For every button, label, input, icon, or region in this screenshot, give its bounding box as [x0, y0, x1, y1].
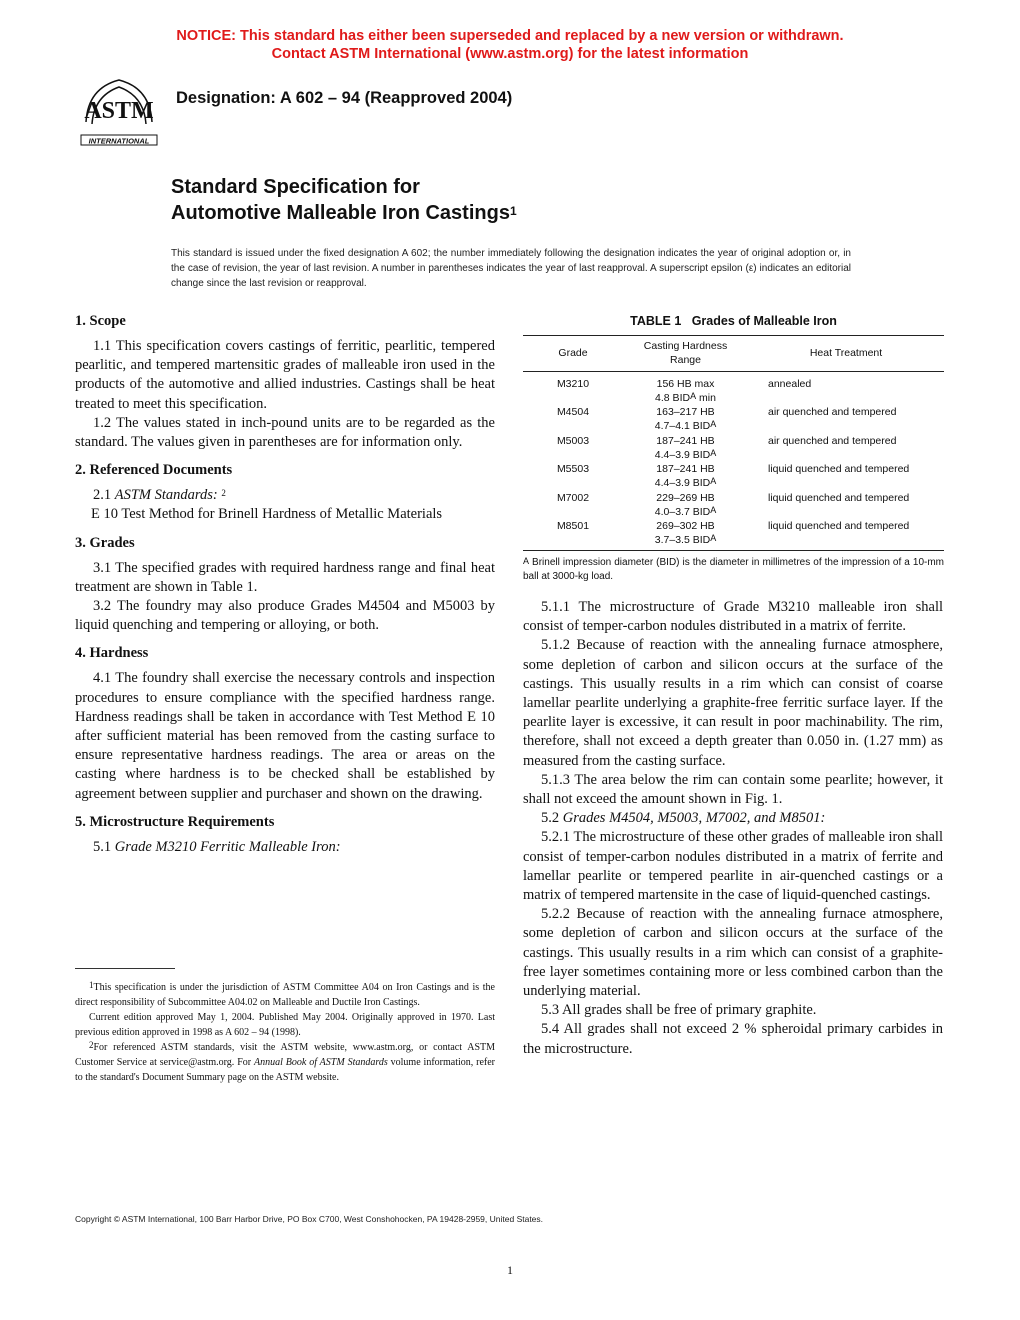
- bid-value: 4.0–3.7 BID: [654, 505, 711, 518]
- footnote-2: [75, 1040, 495, 1085]
- paragraph-title: Grades M4504, M5003, M7002, and M8501:: [562, 810, 826, 827]
- note-mark: A: [710, 419, 717, 429]
- table-caption: TABLE 1 Grades of Malleable Iron: [630, 314, 837, 328]
- cell-hardness: [623, 462, 748, 491]
- notice-line-2: Contact ASTM International (www.astm.org) for the latest information: [271, 46, 749, 62]
- paragraph-number: 5.1: [93, 838, 112, 855]
- paragraph-5-3: 5.3 All grades shall be free of primary graphite.: [541, 1002, 817, 1019]
- section-heading-grades: 3. Grades: [75, 534, 135, 551]
- note-mark: A: [710, 476, 717, 486]
- hardness-bid: [623, 419, 748, 433]
- cell-hardness: [623, 405, 748, 434]
- page-number: 1: [507, 1263, 513, 1277]
- left-column: [75, 312, 495, 857]
- cell-grade: M7002: [556, 491, 590, 504]
- bid-value: 4.7–4.1 BID: [654, 420, 711, 432]
- header-hardness: Casting Hardness Range: [623, 336, 748, 372]
- footnotes: [75, 968, 495, 1085]
- footnote-text: For referenced ASTM standards, visit the ASTM website, www.astm.org, or contact ASTM Customer Service at service@astm.org. For: [75, 1042, 495, 1068]
- table-row: [523, 372, 944, 406]
- paragraph-number: 5.2: [541, 810, 560, 827]
- note-mark: A: [710, 447, 717, 458]
- bid-value: 3.7–3.5 BID: [654, 534, 711, 546]
- paragraph-3-2: 3.2 The foundry may also produce Grades M4504 and M5003 by liquid quenching and tempering or alloying, or both.: [75, 598, 495, 634]
- hardness-hb: 163–217 HB: [656, 406, 715, 418]
- footnote-italic: Annual Book of ASTM Standards: [253, 1057, 388, 1068]
- hardness-bid: [623, 391, 748, 405]
- section-heading-hardness: 4. Hardness: [75, 645, 149, 662]
- note-mark: A: [523, 556, 530, 566]
- cell-hardness: [623, 372, 748, 406]
- hardness-hb: 187–241 HB: [656, 463, 715, 475]
- paragraph-5-2: [523, 809, 943, 828]
- hardness-hb: 156 HB max: [656, 378, 715, 390]
- hardness-bid: [623, 505, 748, 519]
- paragraph-5-1-2: 5.1.2 Because of reaction with the annealing furnace atmosphere, some depletion of carbon and silicon occurs at the surface of the castings. This usually results in a rim which can consist of coarse lamellar pearlite underlying a graphite-free ferritic surface layer. If the pearlite layer is excessive, it can result in poor machinability. The rim, therefore, shall not exceed a depth greater than 0.050 in. (1.27 mm) as measured from the casting surface.: [523, 637, 943, 769]
- section-heading-referenced: 2. Referenced Documents: [75, 462, 233, 479]
- footnote-mark: 2: [89, 1040, 94, 1050]
- designation: Designation: A 602 – 94 (Reapproved 2004): [176, 89, 513, 107]
- paragraph-5-2-2: 5.2.2 Because of reaction with the annealing furnace atmosphere, some depletion of carbon and silicon occurs at the surface of the castings. This usually results in a rim which can consist of a graphite-free layer sometimes containing more or less combined carbon than the underlying material.: [523, 906, 943, 1000]
- cell-heat-treatment: liquid quenched and tempered: [768, 463, 910, 475]
- hardness-hb: 187–241 HB: [656, 434, 715, 447]
- note-mark: A: [710, 504, 717, 515]
- paragraph-number: 2.1: [93, 487, 112, 504]
- paragraph-5-1-3: 5.1.3 The area below the rim can contain some pearlite; however, it shall not exceed the amount shown in Fig. 1.: [523, 771, 943, 808]
- right-column: [523, 598, 943, 1059]
- cell-hardness: [623, 519, 748, 551]
- paragraph-1-1: 1.1 This specification covers castings of ferritic, pearlitic, tempered pearlitic, and tempered martensitic grades of malleable iron used in the products of the automotive and allied industries. Castings shall be heat treated to meet this specification.: [75, 338, 495, 412]
- title-text: Automotive Malleable Iron Castings: [171, 202, 510, 224]
- bid-value: 4.4–3.9 BID: [654, 448, 711, 461]
- table-1: [523, 313, 944, 584]
- paragraph-5-2-1: 5.2.1 The microstructure of these other grades of malleable iron shall consist of temper-carbon nodules distributed in a matrix of ferrite and lamellar pearlite or tempered pearlite in air-quenched castings or a matrix of tempered martensite in the case of liquid-quenched castings.: [523, 829, 943, 904]
- issue-note: This standard is issued under the fixed designation A 602; the number immediately following the designation indicates the year of original adoption or, in the case of revision, the year of last revision. A number in parentheses indicates the year of last reapproval. A superscript epsilon (ε) indicates an editorial change since the last revision or reapproval.: [171, 248, 851, 289]
- footnote-text: volume information, refer to the standard's Document Summary page on the ASTM website.: [75, 1057, 495, 1083]
- footnote-text: This specification is under the jurisdiction of ASTM Committee A04 on Iron Castings and is the direct responsibility of Subcommittee A04.02 on Malleable and Ductile Iron Castings.: [75, 982, 495, 1008]
- cell-grade: M4504: [556, 406, 590, 418]
- hardness-bid: [623, 533, 748, 547]
- footnote-mark: 1: [89, 980, 94, 990]
- cell-heat-treatment: liquid quenched and tempered: [768, 491, 910, 504]
- footnote-mark: 2: [221, 488, 226, 499]
- hardness-hb: 269–302 HB: [656, 520, 715, 532]
- header-grade: Grade: [523, 336, 623, 372]
- cell-grade: M5503: [556, 463, 590, 475]
- paragraph-3-1: 3.1 The specified grades with required hardness range and final heat treatment are shown in Table 1.: [75, 559, 495, 595]
- cell-grade: M3210: [556, 378, 590, 390]
- table-header-row: [523, 336, 944, 372]
- table-row: [523, 462, 944, 491]
- table-footnote-text: Brinell impression diameter (BID) is the diameter in millimetres of the impression of a 10-mm ball at 3000-kg load.: [523, 557, 944, 582]
- paragraph-5-1: [75, 838, 495, 857]
- hardness-bid: [623, 476, 748, 490]
- footnote-1-edition: Current edition approved May 1, 2004. Published May 2004. Originally approved in 1970. Last previous edition approved in 1998 as A 602 – 94 (1998).: [75, 1012, 495, 1038]
- cell-grade: M8501: [523, 519, 623, 551]
- paragraph-5-4: 5.4 All grades shall not exceed 2 % spheroidal primary carbides in the microstructure.: [523, 1021, 943, 1057]
- cell-heat-treatment: air quenched and tempered: [768, 434, 897, 447]
- cell-heat-treatment: liquid quenched and tempered: [748, 519, 944, 551]
- paragraph-5-1-1: 5.1.1 The microstructure of Grade M3210 malleable iron shall consist of temper-carbon nodules distributed in a matrix of ferrite.: [523, 599, 943, 635]
- notice-line-1: NOTICE: This standard has either been superseded and replaced by a new version or withdrawn.: [176, 28, 844, 44]
- section-heading-scope: 1. Scope: [75, 313, 126, 329]
- bid-value: 4.8 BID: [655, 392, 691, 404]
- paragraph-1-2: 1.2 The values stated in inch-pound units are to be regarded as the standard. The values given in parentheses are for information only.: [75, 414, 495, 451]
- cell-grade: M5003: [556, 434, 590, 447]
- logo-text: ASTM: [84, 98, 154, 124]
- footnote-divider: [75, 968, 175, 969]
- paragraph-4-1: 4.1 The foundry shall exercise the necessary controls and inspection procedures to ensure compliance with the specified hardness range. Hardness readings shall be taken in accordance with Test Method E 10 after sufficient material has been removed from the casting surface to ensure representative hardness readings. The area or areas on the casting where hardness is to be checked shall be established by agreement between supplier and purchaser and shown on the drawing.: [75, 670, 495, 802]
- hardness-bid: [623, 448, 748, 462]
- cell-heat-treatment: annealed: [768, 378, 812, 390]
- paragraph-2-1: [75, 486, 495, 505]
- logo-subtext: INTERNATIONAL: [88, 136, 150, 146]
- title-line-1: Standard Specification for: [171, 176, 420, 198]
- note-mark: A: [690, 391, 697, 401]
- bid-value: 4.4–3.9 BID: [654, 477, 711, 489]
- paragraph-title: ASTM Standards:: [114, 487, 218, 504]
- withdrawal-notice: [0, 27, 1020, 63]
- title-line-2: [171, 200, 517, 226]
- cell-hardness: [623, 434, 748, 463]
- table-row: [523, 519, 944, 551]
- table-row: [523, 434, 944, 463]
- note-mark: A: [710, 533, 717, 543]
- cell-heat-treatment: air quenched and tempered: [768, 406, 897, 418]
- section-heading-microstructure: 5. Microstructure Requirements: [75, 813, 275, 830]
- table-row: [523, 491, 944, 520]
- astm-logo-icon: [78, 74, 160, 150]
- table-row: [523, 405, 944, 434]
- footnote-1: [75, 980, 495, 1010]
- copyright: Copyright © ASTM International, 100 Barr Harbor Drive, PO Box C700, West Conshohocken, PA 19428-2959, United States.: [75, 1214, 544, 1224]
- header-heat-treatment: Heat Treatment: [748, 336, 944, 372]
- document-title: [171, 174, 517, 226]
- table-footnote: [523, 556, 944, 584]
- grades-table: [523, 335, 944, 551]
- cell-hardness: [623, 491, 748, 520]
- paragraph-title: Grade M3210 Ferritic Malleable Iron:: [114, 838, 341, 855]
- title-footnote-mark: 1: [509, 204, 517, 218]
- reference-e10: E 10 Test Method for Brinell Hardness of Metallic Materials: [91, 506, 443, 523]
- hardness-hb: 229–269 HB: [656, 491, 715, 504]
- bid-suffix: min: [696, 392, 716, 404]
